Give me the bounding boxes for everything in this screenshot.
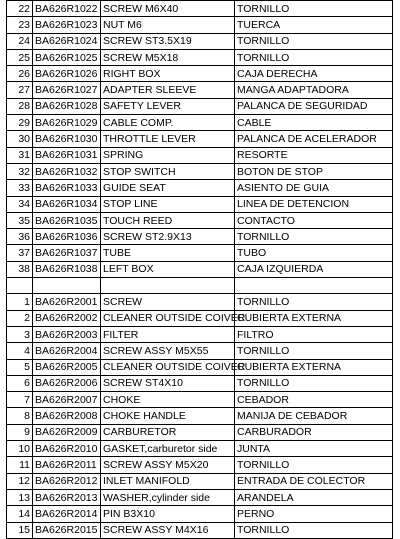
table-row: [7, 326, 393, 342]
part-number-cell: 32: [7, 163, 33, 179]
spanish-name-cell: RESORTE: [235, 147, 393, 163]
table-row: [7, 310, 393, 326]
english-name-cell: SCREW ASSY M5X20: [101, 457, 235, 473]
english-name-cell: SCREW M6X40: [101, 1, 235, 17]
table-row: [7, 115, 393, 131]
part-number-cell: 9: [7, 424, 33, 440]
english-name-cell: SCREW ST4X10: [101, 375, 235, 391]
part-number-cell: 23: [7, 17, 33, 33]
table-row: [7, 457, 393, 473]
table-row: [7, 441, 393, 457]
table-row: [7, 66, 393, 82]
table-row: [7, 147, 393, 163]
english-name-cell: SPRING: [101, 147, 235, 163]
table-row: [7, 522, 393, 538]
blank-separator-row: [7, 278, 393, 294]
english-name-cell: PIN B3X10: [101, 506, 235, 522]
table-row: [7, 473, 393, 489]
table-row: [7, 212, 393, 228]
spanish-name-cell: TORNILLO: [235, 294, 393, 310]
part-number-cell: 28: [7, 98, 33, 114]
spanish-name-cell: TORNILLO: [235, 343, 393, 359]
part-number-cell: 15: [7, 522, 33, 538]
part-code-cell: BA626R1024: [33, 33, 101, 49]
spanish-name-cell: BOTON DE STOP: [235, 163, 393, 179]
part-code-cell: BA626R2002: [33, 310, 101, 326]
part-code-cell: BA626R1036: [33, 229, 101, 245]
part-number-cell: 3: [7, 326, 33, 342]
part-code-cell: BA626R2014: [33, 506, 101, 522]
spanish-name-cell: LINEA DE DETENCION: [235, 196, 393, 212]
spanish-name-cell: CONTACTO: [235, 212, 393, 228]
spanish-name-cell: TORNILLO: [235, 1, 393, 17]
part-number-cell: 11: [7, 457, 33, 473]
part-code-cell: BA626R2003: [33, 326, 101, 342]
spanish-name-cell: ENTRADA DE COLECTOR: [235, 473, 393, 489]
english-name-cell: CHOKE: [101, 392, 235, 408]
part-number-cell: 26: [7, 66, 33, 82]
english-name-cell: SCREW M5X18: [101, 49, 235, 65]
table-row: [7, 392, 393, 408]
empty-cell: [101, 278, 235, 294]
spanish-name-cell: TORNILLO: [235, 229, 393, 245]
part-number-cell: 25: [7, 49, 33, 65]
table-row: [7, 375, 393, 391]
english-name-cell: CABLE COMP.: [101, 115, 235, 131]
part-code-cell: BA626R2005: [33, 359, 101, 375]
part-code-cell: BA626R2010: [33, 441, 101, 457]
english-name-cell: GUIDE SEAT: [101, 180, 235, 196]
part-code-cell: BA626R1033: [33, 180, 101, 196]
spanish-name-cell: TORNILLO: [235, 457, 393, 473]
table-row: [7, 49, 393, 65]
english-name-cell: CARBURETOR: [101, 424, 235, 440]
spanish-name-cell: ARANDELA: [235, 489, 393, 505]
parts-table-body: [7, 1, 393, 539]
english-name-cell: FILTER: [101, 326, 235, 342]
english-name-cell: CLEANER OUTSIDE COIVER: [101, 310, 235, 326]
part-number-cell: 5: [7, 359, 33, 375]
english-name-cell: LEFT BOX: [101, 261, 235, 277]
english-name-cell: RIGHT BOX: [101, 66, 235, 82]
table-row: [7, 343, 393, 359]
english-name-cell: CLEANER OUTSIDE COIVER: [101, 359, 235, 375]
empty-cell: [235, 278, 393, 294]
spanish-name-cell: TORNILLO: [235, 522, 393, 538]
part-code-cell: BA626R2015: [33, 522, 101, 538]
part-number-cell: 24: [7, 33, 33, 49]
part-code-cell: BA626R1029: [33, 115, 101, 131]
english-name-cell: THROTTLE LEVER: [101, 131, 235, 147]
part-number-cell: 8: [7, 408, 33, 424]
part-code-cell: BA626R1030: [33, 131, 101, 147]
part-code-cell: BA626R2001: [33, 294, 101, 310]
part-code-cell: BA626R1025: [33, 49, 101, 65]
english-name-cell: CHOKE HANDLE: [101, 408, 235, 424]
english-name-cell: SAFETY LEVER: [101, 98, 235, 114]
spanish-name-cell: TORNILLO: [235, 375, 393, 391]
part-number-cell: 13: [7, 489, 33, 505]
english-name-cell: SCREW ASSY M5X55: [101, 343, 235, 359]
english-name-cell: INLET MANIFOLD: [101, 473, 235, 489]
part-number-cell: 35: [7, 212, 33, 228]
part-number-cell: 1: [7, 294, 33, 310]
english-name-cell: GASKET,carburetor side: [101, 441, 235, 457]
part-number-cell: 10: [7, 441, 33, 457]
table-row: [7, 196, 393, 212]
spanish-name-cell: PALANCA DE ACELERADOR: [235, 131, 393, 147]
part-number-cell: 14: [7, 506, 33, 522]
table-row: [7, 506, 393, 522]
table-row: [7, 408, 393, 424]
part-number-cell: 38: [7, 261, 33, 277]
part-code-cell: BA626R1035: [33, 212, 101, 228]
table-row: [7, 359, 393, 375]
english-name-cell: NUT M6: [101, 17, 235, 33]
english-name-cell: ADAPTER SLEEVE: [101, 82, 235, 98]
spanish-name-cell: JUNTA: [235, 441, 393, 457]
spanish-name-cell: TORNILLO: [235, 49, 393, 65]
english-name-cell: STOP LINE: [101, 196, 235, 212]
table-row: [7, 163, 393, 179]
empty-cell: [7, 278, 33, 294]
part-code-cell: BA626R1034: [33, 196, 101, 212]
english-name-cell: SCREW ST2.9X13: [101, 229, 235, 245]
spanish-name-cell: TUERCA: [235, 17, 393, 33]
part-number-cell: 7: [7, 392, 33, 408]
part-code-cell: BA626R1031: [33, 147, 101, 163]
table-row: [7, 245, 393, 261]
spanish-name-cell: PALANCA DE SEGURIDAD: [235, 98, 393, 114]
part-number-cell: 31: [7, 147, 33, 163]
part-number-cell: 34: [7, 196, 33, 212]
part-code-cell: BA626R1026: [33, 66, 101, 82]
part-number-cell: 37: [7, 245, 33, 261]
part-number-cell: 30: [7, 131, 33, 147]
part-number-cell: 27: [7, 82, 33, 98]
part-number-cell: 6: [7, 375, 33, 391]
part-code-cell: BA626R1023: [33, 17, 101, 33]
table-row: [7, 424, 393, 440]
table-row: [7, 1, 393, 17]
english-name-cell: STOP SWITCH: [101, 163, 235, 179]
part-code-cell: BA626R2012: [33, 473, 101, 489]
part-number-cell: 12: [7, 473, 33, 489]
spanish-name-cell: CARBURADOR: [235, 424, 393, 440]
english-name-cell: SCREW ST3.5X19: [101, 33, 235, 49]
spanish-name-cell: TUBO: [235, 245, 393, 261]
spanish-name-cell: CABLE: [235, 115, 393, 131]
part-number-cell: 2: [7, 310, 33, 326]
part-code-cell: BA626R2004: [33, 343, 101, 359]
spanish-name-cell: CEBADOR: [235, 392, 393, 408]
spanish-name-cell: CAJA IZQUIERDA: [235, 261, 393, 277]
part-code-cell: BA626R1037: [33, 245, 101, 261]
empty-cell: [33, 278, 101, 294]
spanish-name-cell: CUBIERTA EXTERNA: [235, 310, 393, 326]
spanish-name-cell: MANIJA DE CEBADOR: [235, 408, 393, 424]
spanish-name-cell: FILTRO: [235, 326, 393, 342]
spanish-name-cell: ASIENTO DE GUIA: [235, 180, 393, 196]
part-number-cell: 33: [7, 180, 33, 196]
table-row: [7, 294, 393, 310]
table-row: [7, 131, 393, 147]
table-row: [7, 229, 393, 245]
part-code-cell: BA626R2013: [33, 489, 101, 505]
table-row: [7, 33, 393, 49]
part-number-cell: 4: [7, 343, 33, 359]
part-number-cell: 29: [7, 115, 33, 131]
part-code-cell: BA626R1028: [33, 98, 101, 114]
table-row: [7, 489, 393, 505]
table-row: [7, 82, 393, 98]
part-code-cell: BA626R1027: [33, 82, 101, 98]
part-code-cell: BA626R2007: [33, 392, 101, 408]
table-row: [7, 261, 393, 277]
spanish-name-cell: MANGA ADAPTADORA: [235, 82, 393, 98]
part-code-cell: BA626R1032: [33, 163, 101, 179]
part-code-cell: BA626R2009: [33, 424, 101, 440]
spanish-name-cell: CAJA DERECHA: [235, 66, 393, 82]
spanish-name-cell: TORNILLO: [235, 33, 393, 49]
part-code-cell: BA626R2008: [33, 408, 101, 424]
part-code-cell: BA626R2006: [33, 375, 101, 391]
english-name-cell: SCREW ASSY M4X16: [101, 522, 235, 538]
spanish-name-cell: PERNO: [235, 506, 393, 522]
part-number-cell: 22: [7, 1, 33, 17]
table-row: [7, 17, 393, 33]
english-name-cell: TOUCH REED: [101, 212, 235, 228]
part-code-cell: BA626R1022: [33, 1, 101, 17]
table-row: [7, 180, 393, 196]
english-name-cell: WASHER,cylinder side: [101, 489, 235, 505]
part-number-cell: 36: [7, 229, 33, 245]
part-code-cell: BA626R1038: [33, 261, 101, 277]
table-row: [7, 98, 393, 114]
spanish-name-cell: CUBIERTA EXTERNA: [235, 359, 393, 375]
english-name-cell: SCREW: [101, 294, 235, 310]
part-code-cell: BA626R2011: [33, 457, 101, 473]
parts-table: [6, 0, 393, 539]
english-name-cell: TUBE: [101, 245, 235, 261]
